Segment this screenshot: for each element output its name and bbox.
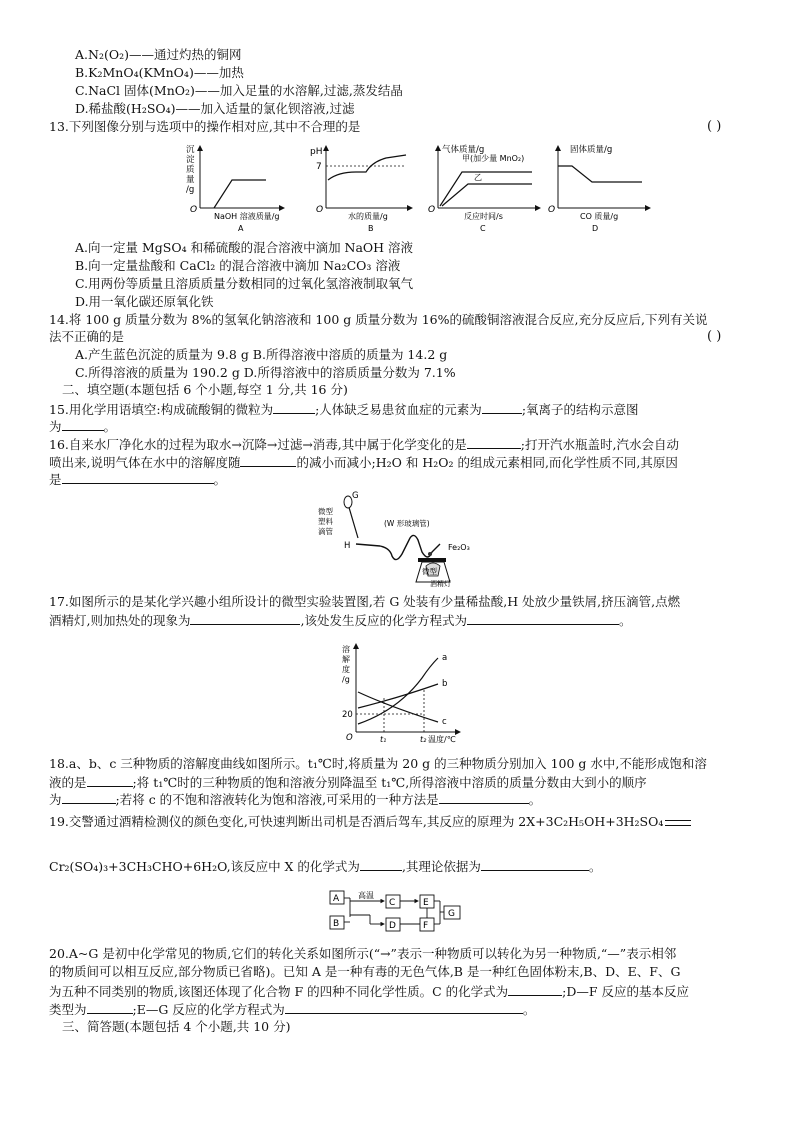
- q18-blank-2[interactable]: [62, 790, 116, 804]
- graph-c-xlabel: 反应时间/s: [464, 212, 503, 221]
- q20-blank-3[interactable]: [285, 1000, 523, 1014]
- q16-line1: 16.自来水厂净化水的过程为取水→沉降→过滤→消毒,其中属于化学变化的是 ;打开汽水瓶盖时,汽水会自动: [49, 437, 679, 452]
- graph-c-origin: O: [428, 205, 436, 215]
- q18-t1: t₁: [380, 735, 387, 744]
- q18-ylabel-1: 溶: [342, 645, 350, 654]
- q17-g-label: G: [352, 491, 359, 501]
- q13-answer-paren: ( ): [707, 119, 722, 134]
- svg-text:淀: 淀: [186, 155, 195, 165]
- q13-graph-c: [428, 142, 546, 232]
- q15-blank-3[interactable]: [62, 417, 104, 431]
- q13-option-c: C.用两份等质量且溶质质量分数相同的过氧化氢溶液制取氧气: [75, 276, 414, 291]
- q16-line3: 是 。: [49, 472, 227, 487]
- q20-node-g: G: [448, 909, 455, 919]
- graph-b-xlabel: 水的质量/g: [348, 212, 388, 221]
- q14-stem-line2: 法不正确的是: [49, 329, 125, 344]
- q15-blank-1[interactable]: [273, 400, 315, 414]
- graph-c-caption: C: [480, 224, 486, 232]
- q14-answer-paren: ( ): [707, 329, 722, 344]
- q20-relation-diagram: [326, 889, 470, 935]
- graph-c-legend-a: 甲(加少量 MnO₂): [462, 154, 525, 163]
- q17-line2: 酒精灯,则加热处的现象为 ,该处发生反应的化学方程式为 。: [49, 613, 632, 628]
- q18-curve-c-label: c: [442, 717, 447, 727]
- q13-option-a: A.向一定量 MgSO₄ 和稀硫酸的混合溶液中滴加 NaOH 溶液: [75, 240, 414, 255]
- svg-text:度: 度: [342, 665, 350, 674]
- graph-a-origin: O: [190, 205, 198, 215]
- q13-graph-b: [308, 142, 418, 232]
- q18-blank-1[interactable]: [87, 773, 133, 787]
- q20-node-f: F: [423, 921, 429, 931]
- graph-d-caption: D: [592, 224, 599, 232]
- q13-stem: 13.下列图像分别与选项中的操作相对应,其中不合理的是: [49, 119, 361, 134]
- graph-a-ylabel-1: 沉: [186, 145, 195, 155]
- q17-h-label: H: [344, 541, 351, 551]
- q13-option-d: D.用一氧化碳还原氧化铁: [75, 294, 214, 309]
- q17-tube-label: (W 形玻璃管): [384, 519, 430, 528]
- q20-blank-1[interactable]: [508, 982, 562, 996]
- q19-blank-2[interactable]: [481, 857, 589, 871]
- q18-line3: 为 ;若将 c 的不饱和溶液转化为饱和溶液,可采用的一种方法是 。: [49, 792, 542, 807]
- graph-c-ylabel: 气体质量/g: [442, 145, 485, 155]
- q17-apparatus-figure: [318, 490, 488, 590]
- q20-node-b: B: [333, 919, 340, 929]
- graph-b-origin: O: [316, 205, 324, 215]
- q20-line2: 的物质间可以相互反应,部分物质已省略)。已知 A 是一种有毒的无色气体,B 是一种红色固体粉末,B、D、E、F、G: [49, 964, 681, 979]
- q18-t2: t₂: [420, 735, 427, 744]
- svg-text:质: 质: [186, 165, 195, 175]
- q19-blank-1[interactable]: [360, 857, 402, 871]
- q17-lamp-label-2: 酒精灯: [430, 580, 451, 588]
- graph-b-caption: B: [368, 224, 374, 232]
- graph-b-seven: 7: [316, 162, 322, 172]
- q20-node-a: A: [333, 894, 340, 904]
- graph-c-legend-b: 乙: [474, 173, 482, 182]
- q15-blank-2[interactable]: [482, 400, 522, 414]
- svg-text:/g: /g: [342, 675, 350, 684]
- q17-fe2o3-label: Fe₂O₃: [448, 543, 470, 552]
- q17-lamp-label-1: 微型: [422, 567, 437, 576]
- graph-a-caption: A: [238, 224, 244, 232]
- q19-line2: Cr₂(SO₄)₃+3CH₃CHO+6H₂O,该反应中 X 的化学式为 ,其理论依据为 。: [49, 859, 602, 874]
- svg-text:量: 量: [186, 175, 195, 185]
- q18-origin: O: [346, 733, 353, 743]
- q12-option-d: D.稀盐酸(H₂SO₄)——加入适量的氯化钡溶液,过滤: [75, 101, 355, 116]
- q20-line1: 20.A~G 是初中化学常见的物质,它们的转化关系如图所示(“→”表示一种物质可以转化为另一种物质,“—”表示相邻: [49, 946, 677, 961]
- q20-line4: 类型为 ;E—G 反应的化学方程式为 。: [49, 1002, 536, 1017]
- q18-twenty: 20: [342, 710, 353, 720]
- svg-text:解: 解: [342, 655, 350, 664]
- q14-options-cd: C.所得溶液的质量为 190.2 g D.所得溶液中的溶质质量分数为 7.1%: [75, 365, 456, 380]
- q12-option-c: C.NaCl 固体(MnO₂)——加入足量的水溶解,过滤,蒸发结晶: [75, 83, 403, 98]
- graph-d-origin: O: [548, 205, 556, 215]
- q20-condition-label: 高温: [358, 891, 374, 900]
- svg-text:/g: /g: [186, 185, 195, 195]
- q18-line1: 18.a、b、c 三种物质的溶解度曲线如图所示。t₁℃时,将质量为 20 g 的三种物质分别加入 100 g 水中,不能形成饱和溶: [49, 756, 707, 771]
- q12-option-b: B.K₂MnO₄(KMnO₄)——加热: [75, 65, 244, 80]
- q17-dropper-label-3: 滴管: [318, 527, 333, 536]
- q17-blank-1[interactable]: [190, 611, 300, 625]
- q16-line2: 喷出来,说明气体在水中的溶解度随 的减小而减小;H₂O 和 H₂O₂ 的组成元素相同,而化学性质不同,其原因: [49, 455, 678, 470]
- q18-solubility-graph: [338, 640, 468, 750]
- q20-node-c: C: [389, 898, 396, 908]
- q20-node-e: E: [423, 898, 429, 908]
- q18-blank-3[interactable]: [439, 790, 529, 804]
- graph-a-xlabel: NaOH 溶液质量/g: [214, 212, 280, 221]
- q16-blank-3[interactable]: [62, 470, 214, 484]
- q15-line2: 为 。: [49, 419, 117, 434]
- q19-equals-sign: [665, 820, 691, 826]
- q17-dropper-label-2: 塑料: [318, 517, 333, 526]
- q13-option-b: B.向一定量盐酸和 CaCl₂ 的混合溶液中滴加 Na₂CO₃ 溶液: [75, 258, 401, 273]
- q13-graph-d: [546, 142, 656, 232]
- q14-stem-line1: 14.将 100 g 质量分数为 8%的氢氧化钠溶液和 100 g 质量分数为 16%的硫酸铜溶液混合反应,充分反应后,下列有关说: [49, 312, 708, 327]
- graph-b-ylabel: pH: [310, 147, 323, 157]
- q20-node-d: D: [389, 921, 396, 931]
- q18-curve-a-label: a: [442, 653, 448, 663]
- q17-dropper-label-1: 微型: [318, 507, 333, 516]
- q16-blank-2[interactable]: [240, 453, 296, 467]
- graph-d-xlabel: CO 质量/g: [580, 212, 619, 221]
- q16-blank-1[interactable]: [467, 435, 521, 449]
- q18-line2: 液的是 ;将 t₁℃时的三种物质的饱和溶液分别降温至 t₁℃,所得溶液中溶质的质量分数由大到小的顺序: [49, 775, 647, 790]
- q17-line1: 17.如图所示的是某化学兴趣小组所设计的微型实验装置图,若 G 处装有少量稀盐酸,H 处放少量铁屑,挤压滴管,点燃: [49, 594, 681, 609]
- q17-blank-2[interactable]: [467, 611, 619, 625]
- q20-blank-2[interactable]: [87, 1000, 133, 1014]
- q12-option-a: A.N₂(O₂)——通过灼热的铜网: [75, 47, 242, 62]
- q18-xlabel: 温度/℃: [428, 735, 456, 744]
- section-2-heading: 二、填空题(本题包括 6 个小题,每空 1 分,共 16 分): [62, 382, 348, 397]
- graph-d-ylabel: 固体质量/g: [570, 145, 613, 155]
- q18-curve-b-label: b: [442, 679, 448, 689]
- q15-line1: 15.用化学用语填空:构成硫酸铜的微粒为 ;人体缺乏易患贫血症的元素为 ;氧离子的结构示意图: [49, 402, 639, 417]
- q19-line1: 19.交警通过酒精检测仪的颜色变化,可快速判断出司机是否酒后驾车,其反应的原理为 2X+3C₂H₅OH+3H₂SO₄: [49, 814, 691, 830]
- q14-options-ab: A.产生蓝色沉淀的质量为 9.8 g B.所得溶液中溶质的质量为 14.2 g: [75, 347, 448, 362]
- section-3-heading: 三、简答题(本题包括 4 个小题,共 10 分): [62, 1019, 291, 1034]
- q20-line3: 为五种不同类别的物质,该图还体现了化合物 F 的四种不同化学性质。C 的化学式为 ;D—F 反应的基本反应: [49, 984, 690, 999]
- q13-graph-a: [178, 142, 290, 232]
